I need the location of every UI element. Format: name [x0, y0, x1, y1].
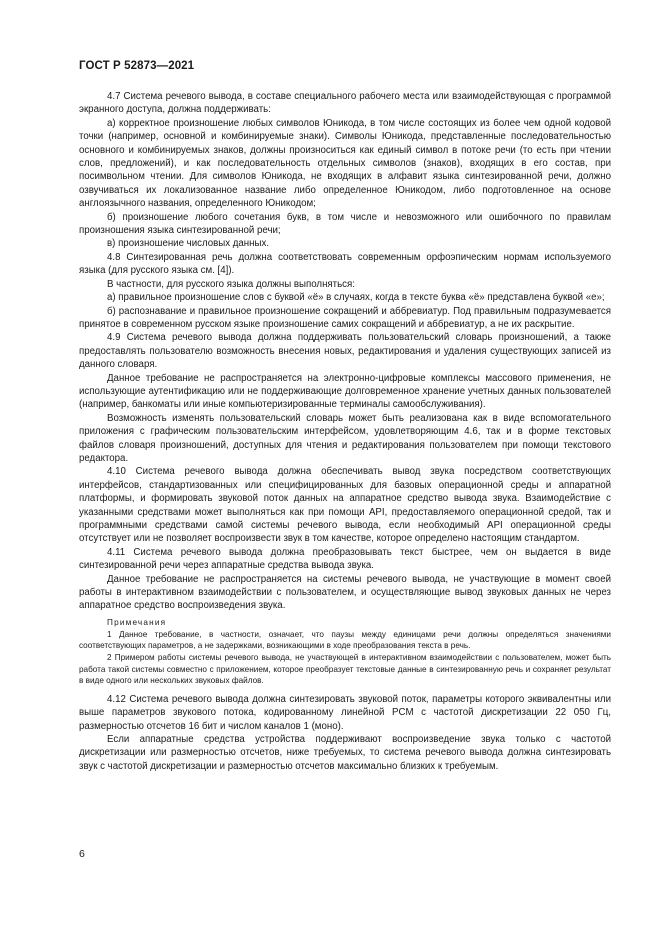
paragraph-4-7-b: б) произношение любого сочетания букв, в том числе и невозможного или ошибочного по правилам произношения языка синтезированной речи; [79, 211, 611, 237]
paragraph-4-9-exception: Данное требование не распространяется на электронно-цифровые комплексы массового применения, не использующие аутентификацию или не поддерживающие долговременное хранение учетных данных пользователей (например, банкоматы или иные компьютеризированные терминалы самообслуживания). [79, 372, 611, 411]
paragraph-4-8-a: а) правильное произношение слов с буквой «ё» в случаях, когда в тексте буква «ё» представлена буквой «е»; [107, 292, 605, 304]
paragraph-4-12: 4.12 Система речевого вывода должна синтезировать звуковой поток, параметры которого эквивалентны или выше параметров звукового потока, кодированному линейной PCM с частотой дискретизации 22 050 Гц, размерностью отсчетов 16 бит и числом каналов 1 (моно). [79, 693, 611, 732]
note-2: 2 Примером работы системы речевого вывода, не участвующей в интерактивном взаимодействии с пользователем, может быть работа такой системы совместно с приложением, которое преобразует текстовые данные в синтезированную речь и сохраняет результат в виде одного или нескольких звуковых файлов. [79, 653, 611, 686]
paragraph-4-7-v: в) произношение числовых данных. [107, 238, 270, 250]
paragraph-4-10: 4.10 Система речевого вывода должна обеспечивать вывод звука посредством соответствующих интерфейсов, стандартизованных или специфицированных для базовых операционной среды и аппаратной платформы, и формировать звуковой поток данных на аппаратное средство вывода звука. Взаимодействие с указанными средствами может выполняться как при помощи API, предоставляемого операционной средой, так и программными средствами самой системы речевого вывода, если необходимый API операционной среды отсутствует или не позволяет воспроизвести звук в том качестве, которое определено настоящим стандартом. [79, 466, 611, 545]
paragraph-4-12-hardware: Если аппаратные средства устройства поддерживают воспроизведение звука только с частотой дискретизации или размерностью отсчетов, ниже требуемых, то система речевого вывода должна синтезировать звук с частотой дискретизации и размерностью отсчетов максимально близких к требуемым. [79, 734, 611, 772]
paragraph-4-11: 4.11 Система речевого вывода должна преобразовывать текст быстрее, чем он выдается в виде синтезированной речи через аппаратные средства вывода звука. [79, 546, 611, 572]
paragraph-4-8-intro: В частности, для русского языка должны выполняться: [107, 278, 355, 290]
page-content [79, 90, 611, 773]
paragraph-4-7: 4.7 Система речевого вывода, в составе специального рабочего места или взаимодействующая с программой экранного доступа, должна поддерживать: [79, 91, 611, 116]
paragraph-4-8: 4.8 Синтезированная речь должна соответствовать современным орфоэпическим нормам используемого языка (для русского языка см. [4]). [79, 251, 611, 277]
notes-title: Примечания [107, 617, 167, 627]
document-header: ГОСТ Р 52873—2021 [79, 60, 195, 72]
paragraph-4-8-b: б) распознавание и правильное произношение сокращений и аббревиатур. Под правильным подразумевается принятое в современном русском языке произношение самих сокращений и аббревиатур, а не их раскрытие. [79, 305, 611, 330]
paragraph-4-11-exception: Данное требование не распространяется на системы речевого вывода, не участвующие в момент своей работы в интерактивном взаимодействии с пользователем, и осуществляющие вывод звуковых данных не через аппаратное средство воспроизведения звука. [79, 573, 611, 612]
page-number: 6 [79, 848, 85, 860]
note-1: 1 Данное требование, в частности, означает, что паузы между единицами речи должны определяться значениями соответствующих параметров, а не задержками, возникающими в ходе преобразования текста в речь. [79, 629, 611, 651]
paragraph-4-9-dictionary: Возможность изменять пользовательский словарь может быть реализована как в виде вспомогательного приложения с графическим пользовательским интерфейсом, удовлетворяющим 4.6, так и в форме текстовых файлов словаря произношений, доступных для чтения и редактирования пользователем при помощи текстового редактора. [79, 412, 611, 464]
paragraph-4-9: 4.9 Система речевого вывода должна поддерживать пользовательский словарь произношений, а также предоставлять пользователю возможность внесения новых, редактирования и удаления существующих записей из данного словаря. [79, 332, 611, 371]
paragraph-4-7-a: а) корректное произношение любых символов Юникода, в том числе состоящих из более чем одной кодовой точки (например, основной и комбинируемые знаки). Символы Юникода, представленные последовательностью основного и комбинируемых знаков, должны произноситься как единый символ в потоке речи (то есть при чтении слов, предложений), и как последовательность отдельных символов (знаков), входящих в его состав, при посимвольном чтении. Для символов Юникода, не входящих в алфавит языка синтезированной речи, должно озвучиваться их локализованное название либо определенное Юникодом, либо подготовленное на основе англоязычного названия, определенного Юникодом; [79, 117, 611, 210]
